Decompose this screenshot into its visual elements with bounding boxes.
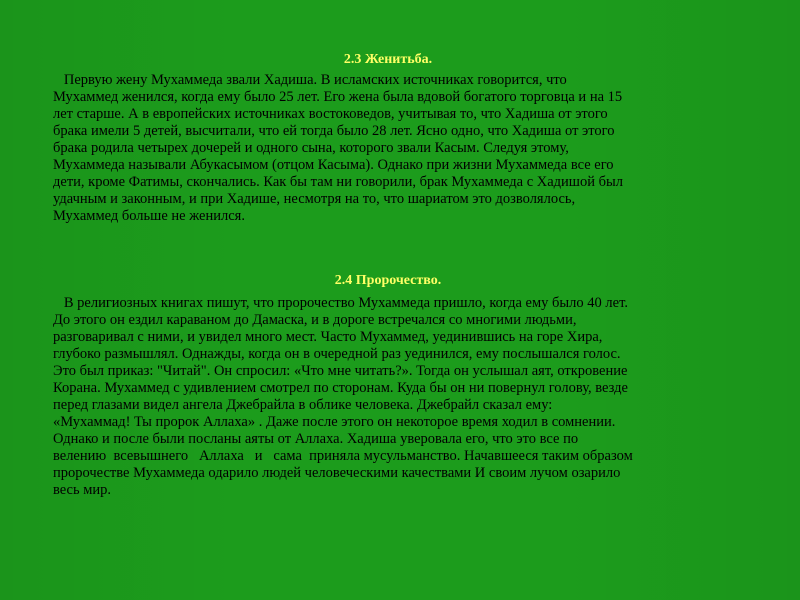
text-line: велению всевышнего Аллаха и сама приняла мусульманство. Начавшееся таким образом	[53, 448, 633, 464]
text-line: В религиозных книгах пишут, что пророчество Мухаммеда пришло, когда ему было 40 лет.	[53, 295, 628, 311]
text-line: Мухаммед больше не женился.	[53, 208, 245, 224]
section-heading-marriage: 2.3 Женитьба.	[343, 52, 433, 67]
text-line: Мухаммед женился, когда ему было 25 лет. Его жена была вдовой богатого торговца и на 15	[53, 89, 623, 105]
text-line: Однако и после были посланы аяты от Аллаха. Хадиша уверовала его, что это все по	[53, 431, 579, 447]
text-line: Первую жену Мухаммеда звали Хадиша. В исламских источниках говорится, что	[53, 72, 567, 88]
text-line: До этого он ездил караваном до Дамаска, и в дороге встречался со многими людьми,	[53, 312, 577, 328]
text-line: лет старше. А в европейских источниках востоковедов, учитывая то, что Хадиша от этого	[53, 106, 608, 122]
text-line: брака имели 5 детей, высчитали, что ей тогда было 28 лет. Ясно одно, что Хадиша от этого	[53, 123, 615, 139]
text-line: глубоко размышлял. Однажды, когда он в очередной раз уединился, ему послышался голос.	[53, 346, 621, 362]
text-line: брака родила четырех дочерей и одного сына, которого звали Касым. Следуя этому,	[53, 140, 569, 156]
paragraph-marriage	[53, 72, 773, 225]
text-line: Корана. Мухаммед с удивлением смотрел по сторонам. Куда бы он ни повернул голову, везде	[53, 380, 628, 396]
text-line: удачным и законным, и при Хадише, несмотря на то, что шариатом это дозволялось,	[53, 191, 576, 207]
text-line: пророчестве Мухаммеда одарило людей человеческими качествами И своим лучом озарило	[53, 465, 621, 481]
text-line: перед глазами видел ангела Джебрайла в облике человека. Джебрайл сказал ему:	[53, 397, 553, 413]
text-line: дети, кроме Фатимы, скончались. Как бы там ни говорили, брак Мухаммеда с Хадишой был	[53, 174, 623, 190]
text-line: разговаривал с ними, и увидел много мест. Часто Мухаммед, уединившись на горе Хира,	[53, 329, 603, 345]
text-line: «Мухаммад! Ты пророк Аллаха» . Даже после этого он некоторое время ходил в сомнении.	[53, 414, 616, 430]
paragraph-prophecy	[53, 295, 773, 499]
text-line: Это был приказ: "Читай". Он спросил: «Что мне читать?». Тогда он услышал аят, откровение	[53, 363, 628, 379]
text-line: весь мир.	[53, 482, 112, 498]
section-heading-prophecy: 2.4 Пророчество.	[334, 273, 442, 288]
text-line: Мухаммеда называли Абукасымом (отцом Касыма). Однако при жизни Мухаммеда все его	[53, 157, 614, 173]
